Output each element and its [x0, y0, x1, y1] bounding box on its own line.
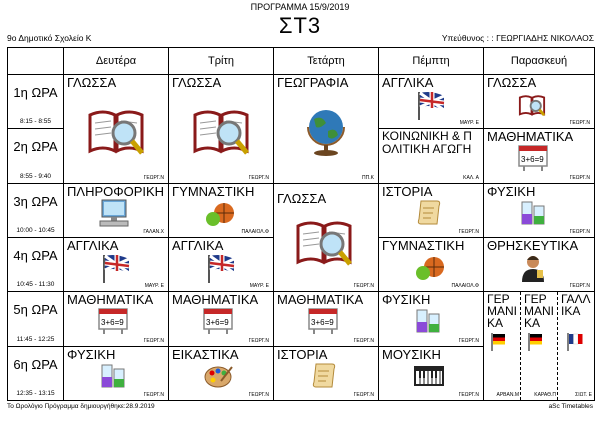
period-label: [8, 292, 64, 346]
svg-text:3+6=9: 3+6=9: [101, 318, 124, 328]
scroll-icon: [415, 198, 443, 228]
day-wednesday: Τετάρτη: [274, 48, 379, 75]
subject-label: ΓΛΩΣΣΑ: [487, 75, 537, 91]
subject-label: ΓΥΜΝΑΣΤΙΚΗ: [382, 238, 465, 254]
subject-label: ΘΡΗΣΚΕΥΤΙΚΑ: [487, 238, 579, 254]
lesson-cell[interactable]: [521, 292, 558, 400]
teacher-label: ΜΑΥΡ. Ε: [249, 283, 269, 290]
teacher-label: ΓΑΛΑΝ.Χ: [143, 229, 164, 236]
teacher-label: ΓΕΩΡΓ.Ν: [569, 229, 590, 236]
lesson-cell[interactable]: [379, 129, 484, 183]
scroll-icon: [310, 361, 338, 391]
program-date: ΠΡΟΓΡΑΜΜΑ 15/9/2019: [250, 2, 350, 12]
subject-label: ΜΟΥΣΙΚΗ: [382, 346, 441, 362]
period-time: 10:00 - 10:45: [16, 227, 55, 235]
lesson-cell[interactable]: [64, 183, 169, 237]
day-thursday: Πέμπτη: [379, 48, 484, 75]
period-name: 1η ΩΡΑ: [13, 85, 58, 101]
period-label: [8, 238, 64, 292]
lesson-cell[interactable]: [169, 75, 274, 184]
lesson-cell[interactable]: [64, 292, 169, 346]
teacher-label: ΓΕΩΡΓ.Ν: [143, 337, 164, 344]
lab-flask-icon: [518, 198, 548, 228]
app-credit: aSc Timetables: [548, 403, 593, 410]
lesson-cell[interactable]: [274, 75, 379, 184]
teacher-label: ΓΕΩΡΓ.Ν: [458, 392, 479, 398]
teacher-label: ΠΠ.Κ: [362, 174, 374, 181]
piano-keys-icon: [413, 365, 445, 387]
period-row: [8, 75, 595, 129]
subject-label: ΑΓΓΛΙΚΑ: [67, 238, 119, 254]
subject-label: ΦΥΣΙΚΗ: [487, 183, 536, 199]
german-flag-icon: [490, 332, 506, 352]
uk-flag-icon: [415, 89, 447, 121]
subject-label: ΓΥΜΝΑΣΤΙΚΗ: [172, 183, 255, 199]
math-board-icon: [203, 308, 233, 334]
globe-icon: [302, 105, 350, 157]
day-tuesday: Τρίτη: [169, 48, 274, 75]
math-board-icon: [98, 308, 128, 334]
lesson-cell[interactable]: [169, 292, 274, 346]
subject-label: ΚΟΙΝΩΝΙΚΗ & ΠΟΛΙΤΙΚΗ ΑΓΩΓΗ: [382, 129, 472, 157]
lesson-cell[interactable]: [558, 292, 594, 400]
lesson-cell[interactable]: [379, 183, 484, 237]
period-label: [8, 346, 64, 400]
subject-label: ΦΥΣΙΚΗ: [67, 346, 116, 362]
teacher-label: ΓΕΩΡΓ.Ν: [353, 392, 374, 398]
svg-text:3+6=9: 3+6=9: [311, 318, 334, 328]
lab-flask-icon: [98, 361, 128, 391]
lesson-cell[interactable]: [484, 292, 521, 400]
lesson-cell[interactable]: [274, 346, 379, 400]
lesson-cell[interactable]: [274, 183, 379, 292]
timetable: [7, 47, 595, 401]
book-magnifier-icon: [191, 101, 251, 161]
period-row: [8, 292, 595, 346]
teacher-label: ΓΕΩΡΓ.Ν: [248, 392, 269, 398]
subject-label: ΓΕΡΜΑΝΙΚΑ: [524, 292, 554, 331]
period-name: 4η ΩΡΑ: [13, 248, 58, 264]
teacher-label: ΜΑΥΡ. Ε: [144, 283, 164, 290]
subject-label: ΓΕΡΜΑΝΙΚΑ: [487, 292, 517, 331]
day-friday: Παρασκευή: [484, 48, 595, 75]
uk-flag-icon: [100, 252, 132, 284]
subject-label: ΓΕΩΓΡΑΦΙΑ: [277, 75, 349, 91]
lesson-cell[interactable]: [169, 238, 274, 292]
teacher-label: ΓΕΩΡΓ.Ν: [569, 174, 590, 181]
teacher-label: ΓΕΩΡΓ.Ν: [353, 337, 374, 344]
teacher-label: ΓΕΩΡΓ.Ν: [569, 120, 590, 127]
sports-balls-icon: [203, 200, 235, 228]
teacher-label: ΚΑΡΑΘ.Π: [534, 392, 556, 398]
teacher-label: ΓΕΩΡΓ.Ν: [143, 392, 164, 398]
book-magnifier-icon: [518, 91, 546, 119]
teacher-label: ΓΕΩΡΓ.Ν: [569, 283, 590, 290]
french-flag-icon: [566, 332, 584, 352]
period-name: 3η ΩΡΑ: [13, 193, 58, 209]
teacher-label: ΓΕΩΡΓ.Ν: [353, 283, 374, 290]
class-title: ΣΤ3: [278, 13, 322, 38]
sports-balls-icon: [413, 254, 445, 282]
paint-palette-icon: [203, 363, 233, 389]
subject-label: ΠΛΗΡΟΦΟΡΙΚΗ: [67, 183, 165, 199]
subject-label: ΕΙΚΑΣΤΙΚΑ: [172, 346, 239, 362]
subject-label: ΓΛΩΣΣΑ: [277, 190, 327, 206]
lesson-cell[interactable]: [379, 346, 484, 400]
svg-text:3+6=9: 3+6=9: [206, 318, 229, 328]
lesson-cell[interactable]: [379, 75, 484, 129]
teacher-label: ΑΡΒΑΝ.Μ: [496, 392, 519, 398]
friday-split-cell: [484, 292, 595, 401]
subject-label: ΙΣΤΟΡΙΑ: [382, 183, 433, 199]
subject-label: ΓΛΩΣΣΑ: [67, 75, 117, 91]
subject-label: ΓΑΛΛΙΚΑ: [561, 292, 591, 319]
subject-label: ΦΥΣΙΚΗ: [382, 292, 431, 308]
school-name: 9ο Δημοτικό Σχολείο Κ: [7, 33, 92, 43]
teacher-label: ΠΑΛΑΙΟΛ.Φ: [241, 229, 269, 236]
lesson-cell[interactable]: [274, 292, 379, 346]
lesson-cell[interactable]: [484, 75, 595, 129]
day-header-row: [8, 48, 595, 75]
german-flag-icon: [527, 332, 543, 352]
book-magnifier-icon: [86, 101, 146, 161]
period-time: 8:15 - 8:55: [19, 118, 52, 126]
period-time: 12:35 - 13:15: [16, 390, 55, 397]
lesson-cell[interactable]: [484, 238, 595, 292]
lesson-cell[interactable]: [64, 238, 169, 292]
teacher-label: ΚΑΛ. Α: [463, 174, 479, 181]
subject-label: ΜΑΘΗΜΑΤΙΚΑ: [172, 292, 259, 308]
period-label: [8, 75, 64, 129]
subject-label: ΓΛΩΣΣΑ: [172, 75, 222, 91]
teacher-label: ΓΕΩΡΓ.Ν: [143, 174, 164, 181]
lesson-cell[interactable]: [484, 129, 595, 183]
subject-label: ΜΑΘΗΜΑΤΙΚΑ: [67, 292, 154, 308]
math-board-icon: [308, 308, 338, 334]
svg-text:3+6=9: 3+6=9: [521, 155, 544, 165]
book-magnifier-icon: [294, 212, 354, 272]
religion-icon: [518, 252, 548, 284]
subject-label: ΑΓΓΛΙΚΑ: [382, 75, 434, 91]
subject-label: ΜΑΘΗΜΑΤΙΚΑ: [277, 292, 364, 308]
subject-label: ΜΑΘΗΜΑΤΙΚΑ: [487, 129, 574, 145]
responsible-teacher: Υπεύθυνος : : ΓΕΩΡΓΙΑΔΗΣ ΝΙΚΟΛΑΟΣ: [441, 33, 594, 43]
period-label: [8, 183, 64, 237]
lesson-cell[interactable]: [484, 183, 595, 237]
teacher-label: ΓΕΩΡΓ.Ν: [458, 229, 479, 236]
period-time: 10:45 - 11:30: [16, 281, 55, 289]
day-monday: Δευτέρα: [64, 48, 169, 75]
creation-note: Το Ωρολόγιο Πρόγραμμα δημιουργήθηκε:28.9.2019: [7, 403, 155, 410]
period-time: 8:55 - 9:40: [19, 172, 52, 180]
period-name: 6η ΩΡΑ: [13, 356, 58, 372]
lab-flask-icon: [413, 306, 443, 336]
computer-icon: [98, 198, 130, 228]
teacher-label: ΠΑΛΑΙΟΛ.Φ: [451, 283, 479, 290]
period-name: 5η ΩΡΑ: [13, 302, 58, 318]
lesson-cell[interactable]: [169, 183, 274, 237]
subject-label: ΑΓΓΛΙΚΑ: [172, 238, 224, 254]
uk-flag-icon: [205, 252, 237, 284]
teacher-label: ΜΑΥΡ. Ε: [459, 120, 479, 127]
teacher-label: ΓΕΩΡΓ.Ν: [248, 174, 269, 181]
lesson-cell[interactable]: [64, 75, 169, 184]
teacher-label: ΣΙΩΤ. Ε: [575, 392, 592, 398]
math-board-icon: [518, 145, 548, 171]
period-time: 11:45 - 12:25: [16, 335, 55, 343]
period-name: 2η ΩΡΑ: [13, 139, 58, 155]
lesson-cell[interactable]: [169, 346, 274, 400]
teacher-label: ΓΕΩΡΓ.Ν: [248, 337, 269, 344]
lesson-cell[interactable]: [379, 238, 484, 292]
period-row: [8, 183, 595, 237]
lesson-cell[interactable]: [64, 346, 169, 400]
period-label: [8, 129, 64, 183]
subject-label: ΙΣΤΟΡΙΑ: [277, 346, 328, 362]
corner-cell: [8, 48, 64, 75]
teacher-label: ΓΕΩΡΓ.Ν: [458, 337, 479, 344]
lesson-cell[interactable]: [379, 292, 484, 346]
